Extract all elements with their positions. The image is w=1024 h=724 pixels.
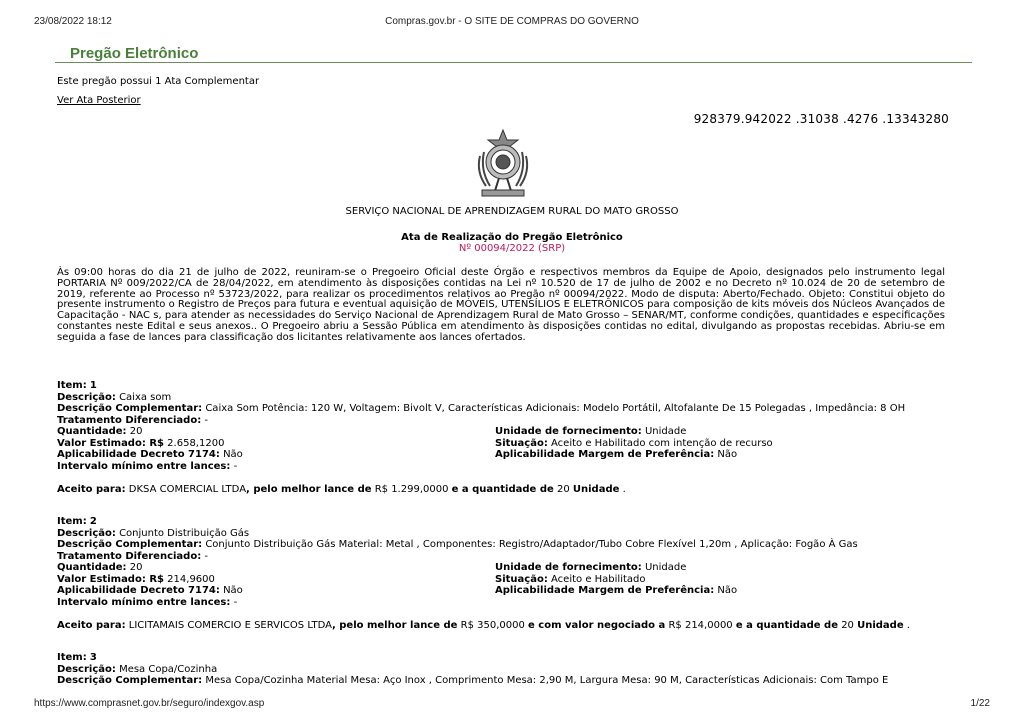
- aplic-decreto-label: Aplicabilidade Decreto 7174:: [57, 449, 220, 460]
- aceito-unidade: Unidade: [572, 484, 620, 495]
- item-label: Item:: [57, 380, 87, 391]
- aceito-quantidade: 20: [556, 484, 570, 495]
- intervalo-value: -: [233, 460, 238, 472]
- melhor-lance-value: R$ 1.299,0000: [374, 484, 449, 495]
- tratamento-value: -: [204, 550, 209, 562]
- print-datetime: 23/08/2022 18:12: [34, 16, 112, 27]
- aceito-label: Aceito para:: [57, 484, 126, 495]
- melhor-lance-label: , pelo melhor lance de: [331, 620, 458, 631]
- tratamento-label: Tratamento Diferenciado:: [57, 550, 202, 562]
- quantidade-label: Quantidade:: [57, 562, 127, 573]
- unidade-value: Unidade: [644, 562, 687, 573]
- unidade-value: Unidade: [644, 426, 687, 437]
- aceito-empresa: LICITAMAIS COMERCIO E SERVICOS LTDA: [128, 620, 332, 631]
- descricao-value: Mesa Copa/Cozinha: [119, 663, 218, 675]
- descricao-comp-label: Descrição Complementar:: [57, 675, 203, 686]
- situacao-value: Aceito e Habilitado com intenção de recurso: [551, 437, 773, 449]
- print-url: https://www.comprasnet.gov.br/seguro/indexgov.asp: [34, 698, 265, 709]
- tratamento-label: Tratamento Diferenciado:: [57, 414, 202, 426]
- ver-ata-posterior-link[interactable]: Ver Ata Posterior: [57, 95, 141, 106]
- situacao-label: Situação:: [495, 573, 548, 585]
- valor-estimado-label: Valor Estimado: R$: [57, 573, 164, 585]
- melhor-lance-label: , pelo melhor lance de: [246, 484, 372, 495]
- valor-estimado-value: 214,9600: [167, 573, 215, 585]
- unidade-label: Unidade de fornecimento:: [495, 562, 642, 573]
- aceito-label: Aceito para:: [57, 620, 126, 631]
- print-page-title: Compras.gov.br - O SITE DE COMPRAS DO GOVERNO: [385, 16, 639, 27]
- aplic-margem-label: Aplicabilidade Margem de Preferência:: [495, 585, 715, 596]
- intervalo-label: Intervalo mínimo entre lances:: [57, 460, 231, 472]
- descricao-comp-label: Descrição Complementar:: [57, 539, 203, 550]
- quantidade-de-label: e a quantidade de: [735, 620, 838, 631]
- valor-estimado-value: 2.658,1200: [167, 437, 225, 449]
- aceito-empresa: DKSA COMERCIAL LTDA: [128, 484, 247, 495]
- valor-estimado-label: Valor Estimado: R$: [57, 437, 164, 449]
- organization-name: SERVIÇO NACIONAL DE APRENDIZAGEM RURAL DO MATO GROSSO: [345, 206, 679, 217]
- situacao-label: Situação:: [495, 437, 548, 449]
- ata-complementar-info: Este pregão possui 1 Ata Complementar: [57, 76, 260, 87]
- descricao-comp-label: Descrição Complementar:: [57, 403, 203, 414]
- aplic-margem-value: Não: [717, 585, 738, 596]
- item-label: Item:: [57, 652, 87, 663]
- descricao-comp-value: Conjunto Distribuição Gás Material: Metal , Componentes: Registro/Adaptador/Tubo Cobre Flexível 1,20m , Aplicação: Fogão À Gas: [205, 539, 858, 550]
- quantidade-value: 20: [129, 426, 143, 437]
- descricao-label: Descrição:: [57, 391, 116, 403]
- item-number: 2: [89, 516, 97, 527]
- situacao-value: Aceito e Habilitado: [551, 573, 646, 585]
- item-number: 3: [89, 652, 97, 663]
- intro-paragraph: Às 09:00 horas do dia 21 de julho de 2022, reuniram-se o Pregoeiro Oficial deste Órgão e respectivos membros da Equipe de Apoio, designados pelo instrumento legal PORTARIA Nº 009/2022/CA de 28/04/2022, em atendimento às disposições contidas na Lei nº 10.520 de 17 de julho de 2002 e no Decreto nº 10.024 de 20 de setembro de 2019, referente ao Processo nº 53723/2022, para realizar os procedimentos relativos ao Pregão nº 00094/2022. Modo de disputa: Aberto/Fechado. Objeto: Constitui objeto do presente instrumento o Registro de Preços para futura e eventual aquisição de MÓVEIS, UTENSÍLIOS E ELETRÔNICOS para composição de kits móveis dos Núcleos Avançados de Capacitação - NAC s, para atender as necessidades do Serviço Nacional de Aprendizagem Rural de Mato Grosso – SENAR/MT, conforme condições, quantidades e especificações constantes neste Edital e seus anexos.. O Pregoeiro abriu a Sessão Pública em atendimento às disposições contidas no edital, divulgando as propostas recebidas. Abriu-se em seguida a fase de lances para classificação dos licitantes relativamente aos lances ofertados.: [57, 267, 945, 343]
- unidade-label: Unidade de fornecimento:: [495, 426, 642, 437]
- aplic-decreto-value: Não: [223, 449, 243, 460]
- descricao-label: Descrição:: [57, 663, 116, 675]
- aplic-decreto-label: Aplicabilidade Decreto 7174:: [57, 585, 220, 596]
- descricao-label: Descrição:: [57, 527, 116, 539]
- descricao-comp-value: Caixa Som Potência: 120 W, Voltagem: Bivolt V, Características Adicionais: Modelo Portátil, Altofalante De 15 Polegadas , Impedância: 8 OH: [205, 403, 906, 414]
- item-label: Item:: [57, 516, 87, 527]
- item-block: Item: 1 Descrição: Caixa som Descrição Complementar: Caixa Som Potência: 120 W, Voltagem: Bivolt V, Características Adicionais: Modelo Portátil, Altofalante De 15 Polegadas , Impedância: 8 OH Tratamento Diferenciado: - Quantidade: 20 Unidade de fornecimento: Unidade Valor Estimado: R$ 2.658,1200 Situação: Aceito e Habilitado com intenção de recurso Aplicabilidade Decreto 7174: Não Aplicabilidade Margem de Preferência: Não Intervalo mínimo entre lances: - Aceito para: DKSA COMERCIAL LTDA, pelo melhor lance de R$ 1.299,0000 e a quantidade de 20 Unidade .: [57, 380, 906, 495]
- quantidade-de-label: e a quantidade de: [451, 484, 554, 495]
- aplic-margem-label: Aplicabilidade Margem de Preferência:: [495, 449, 715, 460]
- tratamento-value: -: [204, 414, 209, 426]
- melhor-lance-value: R$ 350,0000: [460, 620, 525, 631]
- aceito-quantidade: 20: [841, 620, 854, 631]
- item-number: 1: [89, 380, 97, 391]
- valor-negociado-label: e com valor negociado a: [528, 620, 666, 631]
- quantidade-value: 20: [129, 562, 143, 573]
- quantidade-label: Quantidade:: [57, 426, 127, 437]
- section-divider: [55, 62, 972, 63]
- aplic-margem-value: Não: [717, 449, 738, 460]
- brazil-coat-of-arms-icon: [472, 128, 534, 200]
- item-block: [57, 652, 957, 687]
- section-title: Pregão Eletrônico: [70, 45, 199, 62]
- descricao-value: Caixa som: [119, 391, 172, 403]
- intervalo-value: -: [233, 596, 238, 608]
- intervalo-label: Intervalo mínimo entre lances:: [57, 596, 231, 608]
- item-block: Item: 2 Descrição: Conjunto Distribuição Gás Descrição Complementar: Conjunto Distribuição Gás Material: Metal , Componentes: Registro/Adaptador/Tubo Cobre Flexível 1,20m , Aplicação: Fogão À Gas Tratamento Diferenciado: - Quantidade: 20 Unidade de fornecimento: Unidade Valor Estimado: R$ 214,9600 Situação: Aceito e Habilitado Aplicabilidade Decreto 7174: Não Aplicabilidade Margem de Preferência: Não Intervalo mínimo entre lances: - Aceito para: LICITAMAIS COMERCIO E SERVICOS LTDA, pelo melhor lance de R$ 350,0000 e com valor negociado a R$ 214,0000 e a quantidade de 20 Unidade .: [57, 516, 910, 631]
- descricao-value: Conjunto Distribuição Gás: [119, 527, 250, 539]
- document-code: 928379.942022 .31038 .4276 .13343280: [693, 112, 949, 126]
- aplic-decreto-value: Não: [223, 585, 243, 596]
- page-number: 1/22: [970, 698, 990, 709]
- aceito-unidade: Unidade: [857, 620, 904, 631]
- ata-title: Ata de Realização do Pregão Eletrônico: [401, 232, 623, 243]
- valor-negociado-value: R$ 214,0000: [668, 620, 733, 631]
- descricao-comp-value: Mesa Copa/Cozinha Material Mesa: Aço Inox , Comprimento Mesa: 2,90 M, Largura Mesa: 90 M, Características Adicionais: Com Tampo E: [205, 675, 889, 686]
- ata-number: Nº 00094/2022 (SRP): [458, 243, 566, 254]
